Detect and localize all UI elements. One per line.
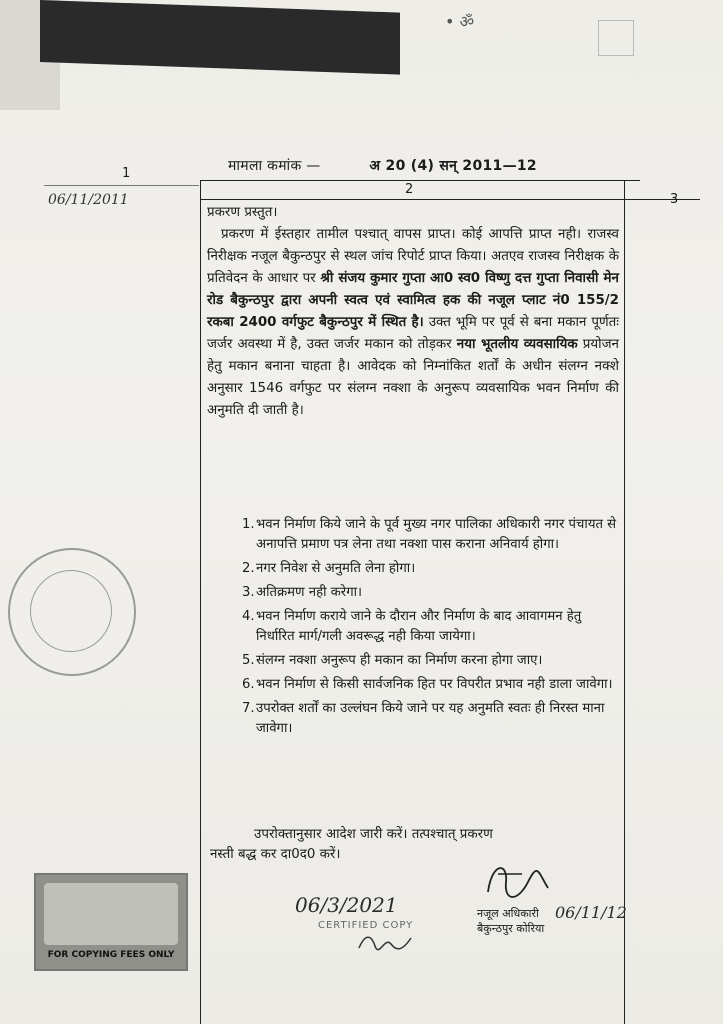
officer-signature-icon (478, 852, 558, 912)
condition-item: 1. भवन निर्माण किये जाने के पूर्व मुख्य नगर पालिका अधिकारी नगर पंचायत से अनापत्ति प्रमाण पत्र लेना तथा नक्शा पास कराना अनिवार्य होगा। (242, 517, 617, 552)
closing-instructions (210, 825, 620, 865)
stamp-emblem (44, 883, 178, 945)
applicant-details: श्री संजय कुमार गुप्ता आ0 स्व0 विष्णु दत्त गुप्ता निवासी मेन रोड बैकुन्ठपुर द्वारा अपनी स्वत्व एवं स्वामित्व हक की नजूल प्लाट नं0 155/2 रकबा 2400 वर्गफुट बैकुन्ठपुर में स्थित है। (207, 271, 619, 330)
table-header-rule (200, 199, 700, 200)
column-divider-left (200, 180, 201, 1024)
certified-copy-date: 06/3/2021 (295, 893, 398, 917)
order-body (207, 202, 619, 422)
officer-designation (477, 906, 544, 936)
left-margin-rule (44, 185, 199, 186)
condition-item: 4. भवन निर्माण कराये जाने के दौरान और निर्माण के बाद आवागमन हेतु निर्धारित मार्ग/गली अवरूद्ध नही किया जायेगा। (242, 609, 582, 644)
top-faint-stamp (598, 20, 634, 56)
condition-item: 5. संलग्न नक्शा अनुरूप ही मकान का निर्माण करना होगा जाए। (242, 653, 543, 668)
column-number-2: 2 (405, 182, 414, 197)
condition-item: 2. नगर निवेश से अनुमति लेना होगा। (242, 561, 416, 576)
body-line-1: प्रकरण प्रस्तुत। (207, 205, 278, 220)
order-date: 06/11/2011 (48, 192, 129, 208)
certifier-signature-icon (355, 930, 415, 954)
body-para-part-a: प्रकरण में ईस्तहार तामील पश्चात् वापस प्राप्त। कोई आपत्ति प्राप्त नही। राजस्व निरीक्षक नजूल बैकुन्ठपुर से स्थल जांच रिपोर्ट प्राप्त किया। अतएव राजस्व निरीक्षक के प्रतिवेदन के आधार पर (207, 227, 619, 286)
purpose-text: नया भूतलीय व्यवसायिक (456, 337, 578, 352)
closing-line-1: उपरोक्तानुसार आदेश जारी करें। तत्पश्चात् प्रकरण (254, 827, 493, 842)
case-label: मामला कमांक — (228, 158, 321, 174)
condition-item: 3. अतिक्रमण नही करेगा। (242, 585, 363, 600)
condition-item: 7. उपरोक्त शर्तों का उल्लंघन किये जाने पर यह अनुमति स्वतः ही निरस्त माना जावेगा। (242, 701, 605, 736)
officer-title: नजूल अधिकारी (477, 907, 539, 920)
round-office-seal (8, 548, 136, 676)
scan-dark-band (40, 0, 400, 75)
certified-copy-caption: CERTIFIED COPY (318, 920, 414, 931)
conditions-list (242, 515, 618, 743)
closing-line-2: नस्ती बद्ध कर दा0द0 करें। (210, 847, 341, 862)
signature-date: 06/11/12 (555, 903, 627, 922)
column-number-3: 3 (670, 192, 679, 207)
body-para-part-c: उक्त भूमि पर पूर्व से बना मकान पूर्णतः जर्जर अवस्था में है, उक्त जर्जर मकान को तोड़कर (207, 315, 619, 352)
officer-location: बैकुन्ठपुर कोरिया (477, 922, 545, 935)
stamp-label: FOR COPYING FEES ONLY (47, 950, 175, 960)
case-number: अ 20 (4) सन् 2011—12 (369, 158, 537, 174)
table-top-rule (200, 180, 640, 181)
seal-inner-ring (30, 570, 112, 652)
body-paragraph (207, 224, 619, 422)
case-header (228, 156, 623, 175)
court-fee-stamp (34, 873, 188, 971)
column-divider-right (624, 180, 625, 1024)
column-number-1: 1 (122, 166, 131, 181)
top-handwritten-mark: • ॐ (445, 12, 475, 31)
body-para-part-e: प्रयोजन हेतु मकान बनाना चाहता है। आवेदक को निम्नांकित शर्तों के अधीन संलग्न नक्शे अनुसार 1546 वर्गफुट पर संलग्न नक्शा के अनुरूप व्यवसायिक भवन निर्माण की अनुमति दी जाती है। (207, 337, 619, 418)
condition-item: 6. भवन निर्माण से किसी सार्वजनिक हित पर विपरीत प्रभाव नही डाला जावेगा। (242, 677, 613, 692)
